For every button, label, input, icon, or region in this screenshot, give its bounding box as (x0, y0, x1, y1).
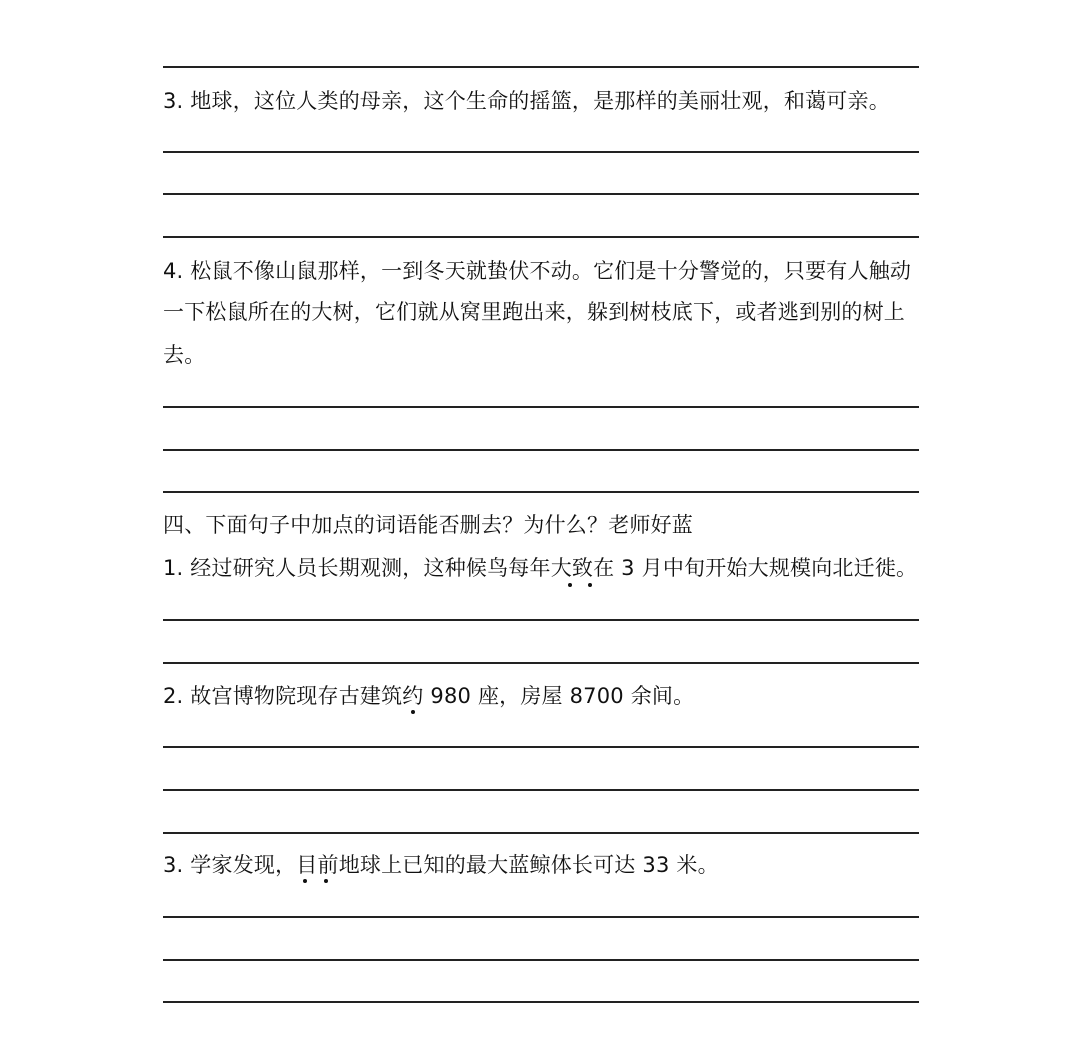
answer-line[interactable] (163, 449, 919, 451)
answer-line[interactable] (163, 959, 919, 961)
emphasis-dot (324, 879, 328, 883)
emphasis-dot (303, 879, 307, 883)
question-4-line-1: 4. 松鼠不像山鼠那样，一到冬天就蛰伏不动。它们是十分警觉的，只要有人触动 (163, 259, 912, 283)
section-4-heading: 四、下面句子中加点的词语能否删去？为什么？老师好蓝 (163, 513, 693, 537)
question-4-line-2: 一下松鼠所在的大树，它们就从窝里跑出来，躲到树枝底下，或者逃到别的树上 (163, 300, 905, 324)
answer-line[interactable] (163, 1001, 919, 1003)
answer-line[interactable] (163, 746, 919, 748)
question-3-text: 3. 地球，这位人类的母亲，这个生命的摇篮，是那样的美丽壮观，和蔼可亲。 (163, 89, 890, 113)
answer-line[interactable] (163, 236, 919, 238)
answer-line[interactable] (163, 916, 919, 918)
answer-line[interactable] (163, 619, 919, 621)
section-4-item-3: 3. 学家发现，目前地球上已知的最大蓝鲸体长可达 33 米。 (163, 853, 719, 877)
emphasis-dot (411, 710, 415, 714)
emphasis-dot (568, 583, 572, 587)
answer-line[interactable] (163, 789, 919, 791)
answer-line[interactable] (163, 832, 919, 834)
question-4-line-3: 去。 (163, 343, 206, 367)
answer-line[interactable] (163, 491, 919, 493)
answer-line[interactable] (163, 406, 919, 408)
section-4-item-2: 2. 故宫博物院现存古建筑约 980 座，房屋 8700 余间。 (163, 684, 695, 708)
answer-line[interactable] (163, 193, 919, 195)
answer-line[interactable] (163, 151, 919, 153)
emphasis-dot (588, 583, 592, 587)
answer-line (163, 66, 919, 68)
section-4-item-1: 1. 经过研究人员长期观测，这种候鸟每年大致在 3 月中旬开始大规模向北迁徙。 (163, 556, 918, 580)
answer-line[interactable] (163, 662, 919, 664)
